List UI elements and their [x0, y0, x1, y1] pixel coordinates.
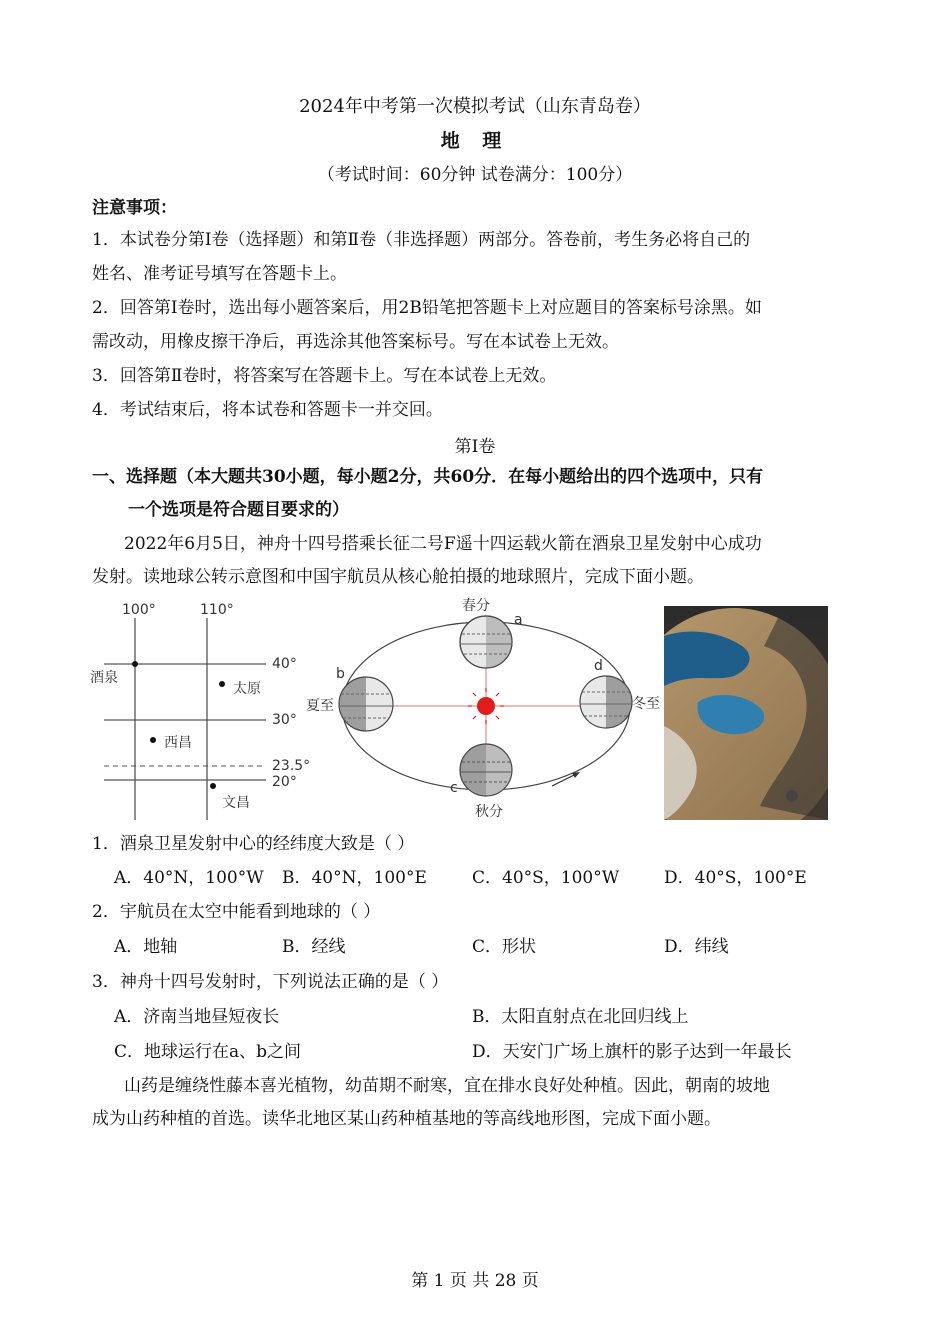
- page-footer: 第 1 页 共 28 页: [411, 1271, 539, 1291]
- lat-40-label: 40°: [272, 656, 297, 672]
- question-stem: 3．神舟十四号发射时，下列说法正确的是（ ）: [92, 972, 449, 992]
- label-summer: 夏至: [306, 698, 334, 714]
- passage-text: 成为山药种植的首选。读华北地区某山药种植基地的等高线地形图，完成下面小题。: [92, 1109, 721, 1129]
- option-a[interactable]: A．地轴: [114, 937, 178, 957]
- direction-arrowhead: [572, 772, 580, 778]
- notice-line: 姓名、准考证号填写在答题卡上。: [92, 264, 347, 284]
- option-d[interactable]: D．天安门广场上旗杆的影子达到一年最长: [472, 1042, 792, 1062]
- option-d[interactable]: D．纬线: [664, 937, 729, 957]
- lon-110-label: 110°: [200, 602, 234, 618]
- option-b[interactable]: B．太阳直射点在北回归线上: [472, 1007, 689, 1027]
- taiyuan-dot: [219, 681, 225, 687]
- earth-autumn: [460, 744, 512, 796]
- label-winter: 冬至: [632, 696, 660, 712]
- notice-line: 2．回答第Ⅰ卷时，选出每小题答案后，用2B铅笔把答题卡上对应题目的答案标号涂黑。如: [92, 298, 762, 318]
- label-a: a: [514, 612, 523, 628]
- sun: [477, 697, 495, 715]
- wenchang-dot: [210, 783, 216, 789]
- exam-title: 2024年中考第一次模拟考试（山东青岛卷）: [299, 96, 651, 117]
- notice-line: 需改动，用橡皮擦干净后，再选涂其他答案标号。写在本试卷上无效。: [92, 332, 619, 352]
- city-jiuquan: 酒泉: [90, 670, 118, 686]
- label-d: d: [594, 658, 603, 674]
- exam-info: （考试时间：60分钟 试卷满分：100分）: [317, 165, 633, 185]
- notice-line: 3．回答第Ⅱ卷时，将答案写在答题卡上。写在本试卷上无效。: [92, 366, 557, 386]
- city-wenchang: 文昌: [222, 795, 250, 811]
- label-c: c: [450, 780, 458, 796]
- passage-text: 山药是缠绕性藤本喜光植物，幼苗期不耐寒，宜在排水良好处种植。因此，朝南的坡地: [124, 1076, 770, 1096]
- subject-title: 地 理: [440, 130, 510, 152]
- label-autumn: 秋分: [475, 804, 503, 820]
- option-b[interactable]: B．40°N，100°E: [282, 868, 427, 888]
- notice-line: 4．考试结束后，将本试卷和答题卡一并交回。: [92, 400, 443, 420]
- passage-text: 2022年6月5日，神舟十四号搭乘长征二号F遥十四运载火箭在酒泉卫星发射中心成功: [124, 534, 762, 554]
- volume-title: 第Ⅰ卷: [454, 437, 496, 457]
- option-d[interactable]: D．40°S，100°E: [664, 868, 807, 888]
- lat-30-label: 30°: [272, 712, 297, 728]
- section-heading-cont: 一个选项是符合题目要求的）: [128, 500, 349, 520]
- passage-text: 发射。读地球公转示意图和中国宇航员从核心舱拍摄的地球照片，完成下面小题。: [92, 567, 704, 587]
- question-stem: 1．酒泉卫星发射中心的经纬度大致是（ ）: [92, 834, 415, 854]
- lat-20-label: 20°: [272, 774, 297, 790]
- lon-100-label: 100°: [122, 602, 156, 618]
- earth-orbit-diagram: [300, 598, 666, 824]
- earth-spring: [460, 616, 512, 668]
- option-c[interactable]: C．地球运行在a、b之间: [114, 1042, 302, 1062]
- xichang-dot: [150, 737, 156, 743]
- city-xichang: 西昌: [164, 735, 192, 751]
- lat-235-label: 23.5°: [272, 758, 311, 774]
- city-taiyuan: 太原: [233, 681, 261, 697]
- option-c[interactable]: C．40°S，100°W: [472, 868, 620, 888]
- option-a[interactable]: A．40°N，100°W: [114, 868, 264, 888]
- notice-line: 1．本试卷分第Ⅰ卷（选择题）和第Ⅱ卷（非选择题）两部分。答卷前，考生务必将自己的: [92, 230, 751, 250]
- earth-photo: [664, 606, 828, 820]
- option-a[interactable]: A．济南当地昼短夜长: [114, 1007, 280, 1027]
- latitude-longitude-map: [86, 598, 316, 824]
- question-stem: 2．宇航员在太空中能看到地球的（ ）: [92, 902, 381, 922]
- jiuquan-dot: [132, 661, 138, 667]
- section-heading: 一、选择题（本大题共30小题，每小题2分，共60分．在每小题给出的四个选项中，只有: [92, 467, 764, 487]
- notice-heading: 注意事项：: [92, 198, 177, 218]
- label-spring: 春分: [462, 598, 490, 614]
- option-b[interactable]: B．经线: [282, 937, 346, 957]
- label-b: b: [336, 666, 345, 682]
- option-c[interactable]: C．形状: [472, 937, 537, 957]
- earth-winter: [580, 676, 632, 728]
- earth-summer: [339, 677, 393, 731]
